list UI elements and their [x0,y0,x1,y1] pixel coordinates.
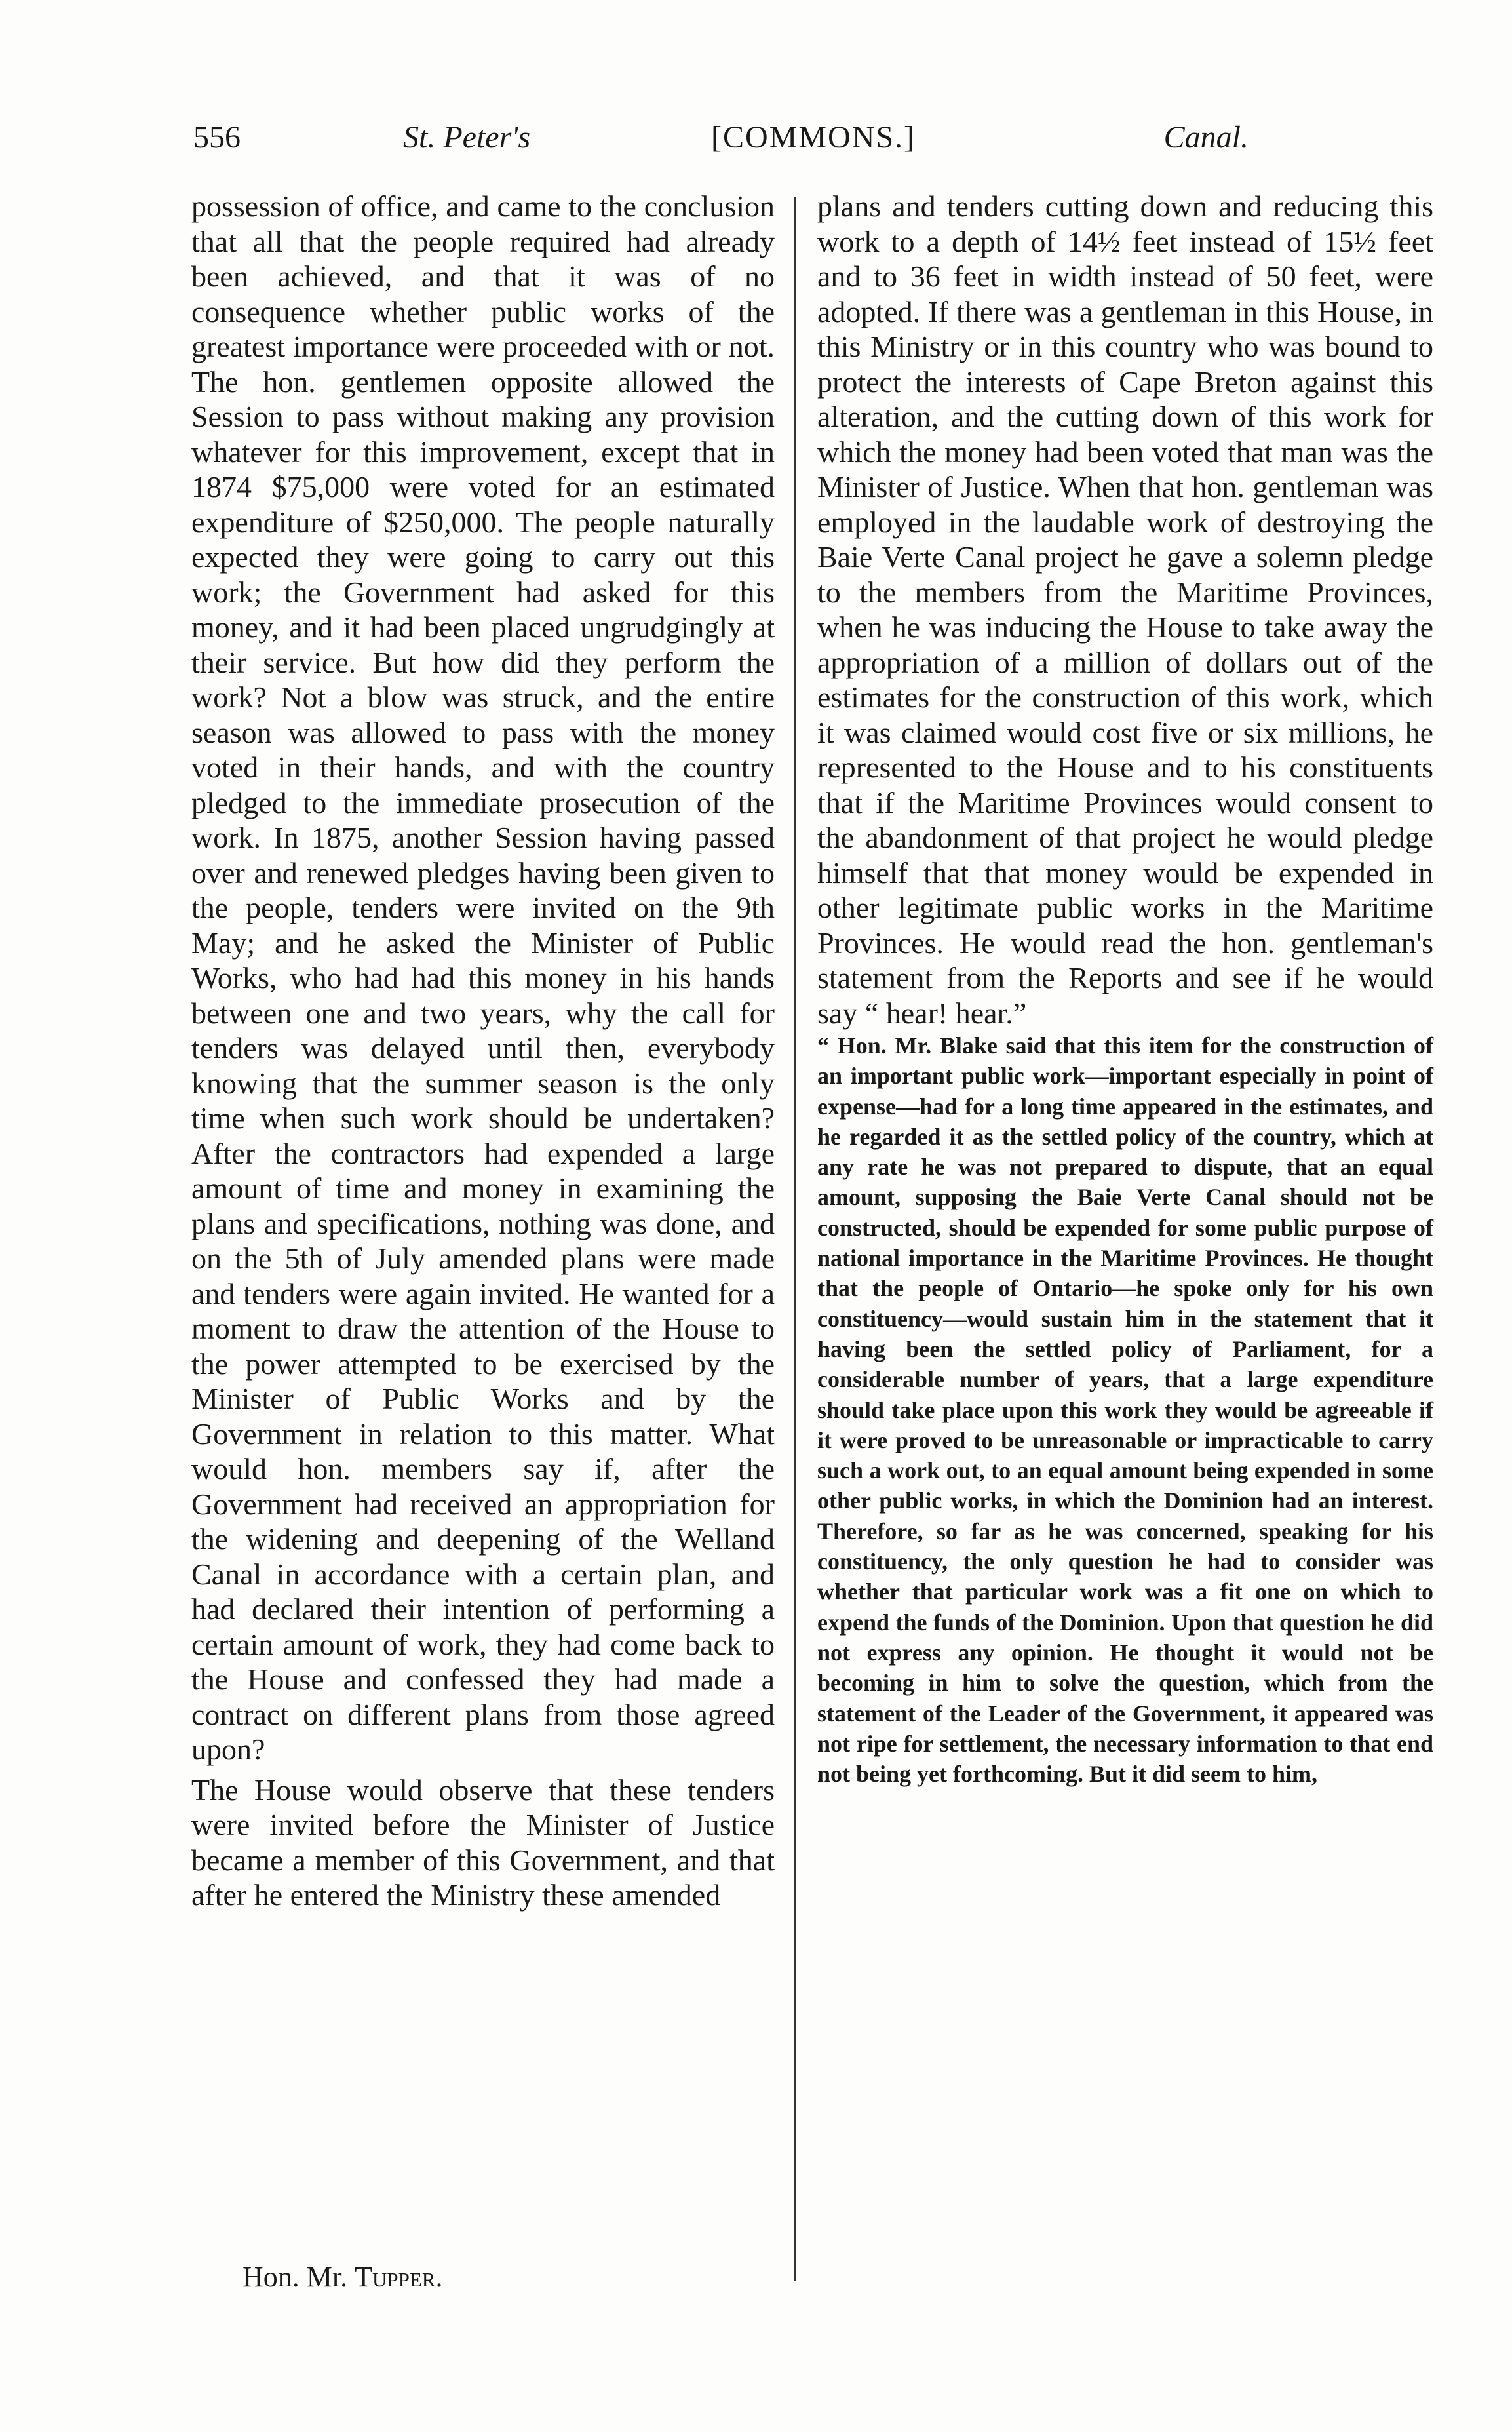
page-number: 556 [193,120,241,155]
footer-speaker-name: Tupper. [355,2261,443,2293]
running-title-center: [COMMONS.] [711,120,916,155]
right-paragraph-1: plans and tenders cutting down and reducing this work to a depth of 14½ feet instead of 15½ feet and to 36 feet in width instead of 50 feet, were adopted. If there was a gentleman in this House, in this Ministry or in this country who was bound to protect the interests of Cape Breton against this alteration, and the cutting down of this work for which the money had been voted that man was the Minister of Justice. When that hon. gentleman was employed in the laudable work of destroying the Baie Verte Canal project he gave a solemn pledge to the members from the Maritime Provinces, when he was inducing the House to take away the appropriation of a million of dollars out of the estimates for the construction of this work, which it was claimed would cost five or six millions, he represented to the House and to his constituents that if the Maritime Provinces would consent to the abandonment of that project he would pledge himself that that money would be expended in other legitimate public works in the Maritime Provinces. He would read the hon. gentleman's statement from the Reports and see if he would say “ hear! hear.” [817,189,1433,1030]
right-column [817,189,1433,1789]
running-title-right: Canal. [1163,120,1249,155]
running-title-left: St. Peter's [403,120,531,155]
blake-quotation: “ Hon. Mr. Blake said that this item for the construction of an important public work—important especially in point of expense—had for a long time appeared in the estimates, and he regarded it as the settled policy of the country, which at any rate he was not prepared to dispute, that an equal amount, supposing the Baie Verte Canal should not be constructed, should be expended for some public purpose of national importance in the Maritime Provinces. He thought that the people of Ontario—he spoke only for his own constituency—would sustain him in the statement that it having been the settled policy of Parliament, for a considerable number of years, that a large expenditure should take place upon this work they would be agreeable if it were proved to be unreasonable or impracticable to carry such a work out, to an equal amount being expended in some other public works, in which the Dominion had an interest. Therefore, so far as he was concerned, speaking for his constituency, the only question he had to consider was whether that particular work was a fit one on which to expend the funds of the Dominion. Upon that question he did not express any opinion. He thought it would not be becoming in him to solve the question, which from the statement of the Leader of the Government, it appeared was not ripe for settlement, the necessary information to that end not being yet forthcoming. But it did seem to him, [817,1032,1433,1788]
footer-prefix: Hon. Mr. [242,2261,348,2293]
left-paragraph-1: possession of office, and came to the conclusion that all that the people required had already been achieved, and that it was of no consequence whether public works of the greatest importance were proceeded with or not. The hon. gentlemen opposite allowed the Session to pass without making any provision whatever for this improvement, except that in 1874 $75,000 were voted for an estimated expenditure of $250,000. The people naturally expected they were going to carry out this work; the Government had asked for this money, and it had been placed ungrudgingly at their service. But how did they perform the work? Not a blow was struck, and the entire season was allowed to pass with the money voted in their hands, and with the country pledged to the immediate prosecution of the work. In 1875, another Session having passed over and renewed pledges having been given to the people, tenders were invited on the 9th May; and he asked the Minister of Public Works, who had had this money in his hands between one and two years, why the call for tenders was delayed until then, everybody knowing that the summer season is the only time when such work should be undertaken? After the contractors had expended a large amount of time and money in examining the plans and specifications, nothing was done, and on the 5th of July amended plans were made and tenders were again invited. He wanted for a moment to draw the attention of the House to the power attempted to be exercised by the Minister of Public Works and by the Government in relation to this matter. What would hon. members say if, after the Government had received an appropriation for the widening and deepening of the Welland Canal in accordance with a certain plan, and had declared their intention of performing a certain amount of work, they had come back to the House and confessed they had made a contract on different plans from those agreed upon? [191,189,775,1766]
left-paragraph-2: The House would observe that these tenders were invited before the Minister of Justice became a member of this Government, and that after he entered the Ministry these amended [191,1773,775,1912]
running-head [193,119,1249,165]
footer-speaker [242,2260,442,2294]
column-divider [794,197,796,2281]
left-column [191,189,775,1913]
